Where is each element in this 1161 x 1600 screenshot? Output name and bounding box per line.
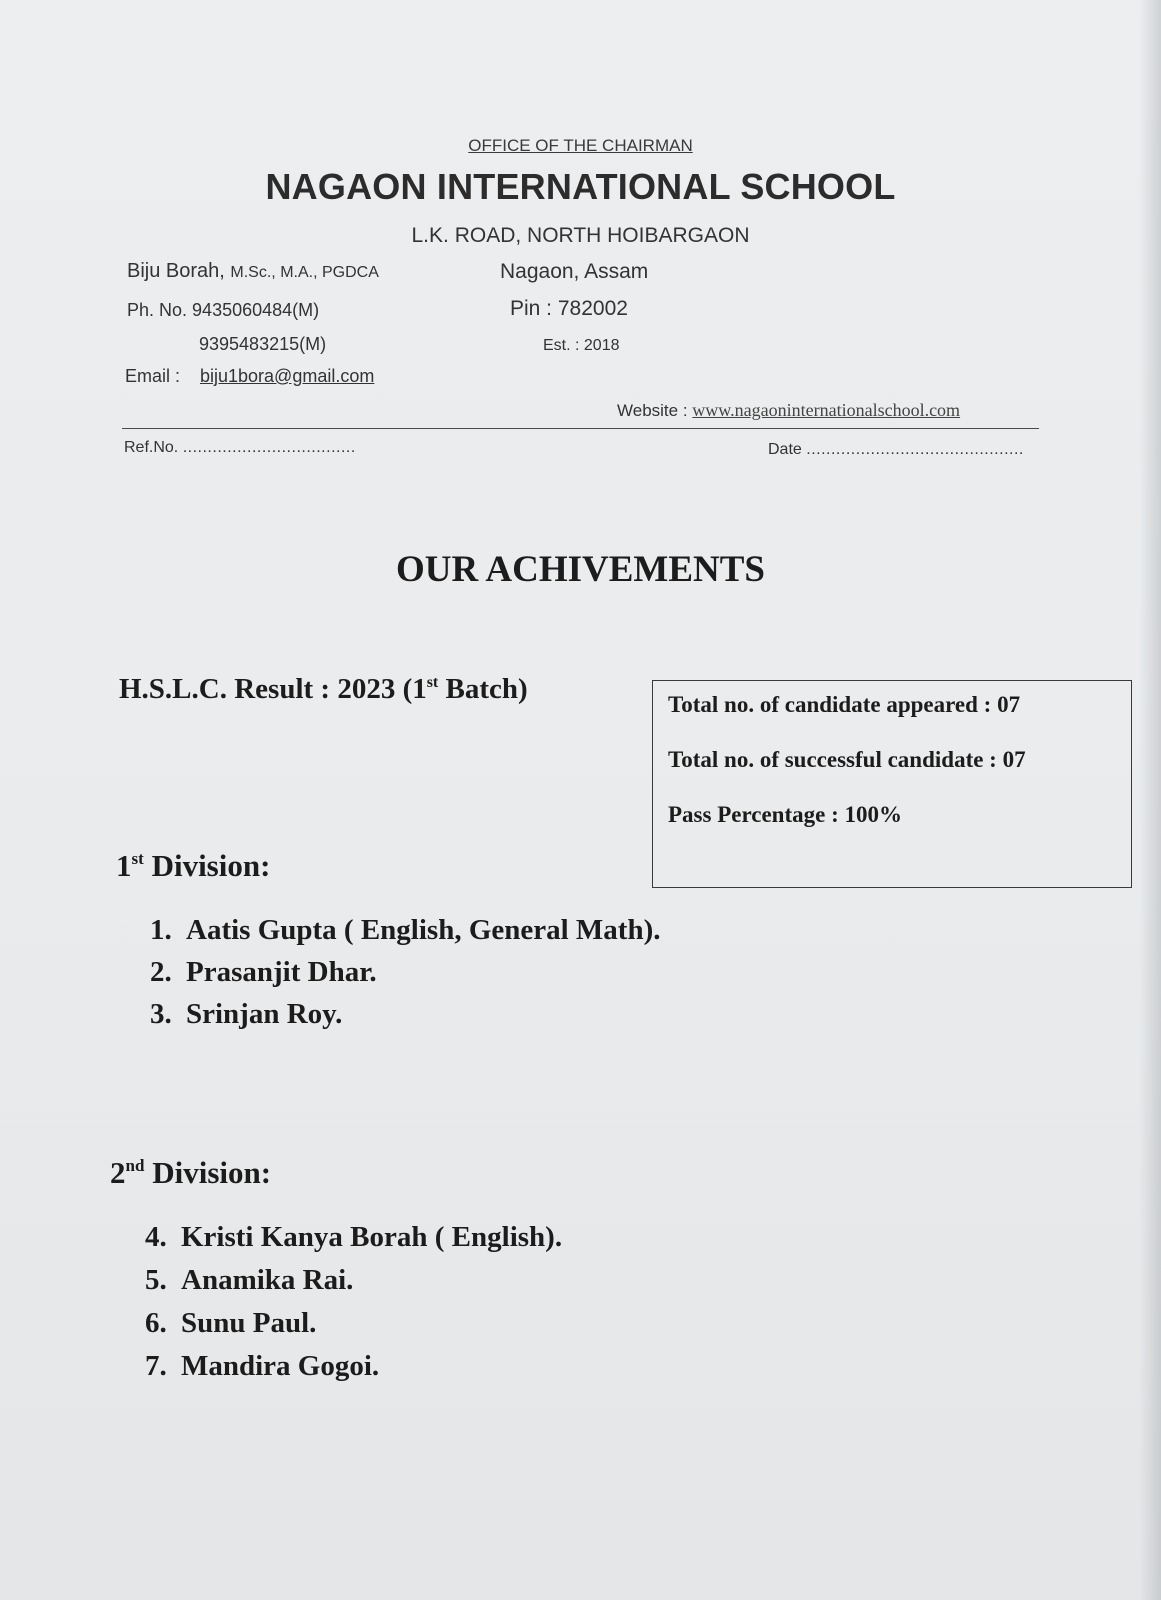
- result-prefix: H.S.L.C. Result : 2023 (1: [119, 673, 427, 705]
- student-name: Srinjan Roy.: [186, 998, 343, 1030]
- date-field: [768, 441, 1024, 459]
- school-name: NAGAON INTERNATIONAL SCHOOL: [265, 166, 896, 207]
- ref-no-label: Ref.No.: [124, 439, 179, 456]
- division-label: Division:: [143, 848, 271, 883]
- pin-code: Pin : 782002: [510, 297, 628, 320]
- division-superscript: nd: [125, 1156, 145, 1176]
- list-item: [150, 998, 342, 1031]
- division-number: 1: [116, 848, 132, 883]
- school-road: L.K. ROAD, NORTH HOIBARGAON: [411, 224, 750, 247]
- division-number: 2: [110, 1155, 126, 1190]
- list-item-number: 6.: [145, 1307, 167, 1339]
- phone-1: 9435060484(M): [192, 300, 320, 320]
- student-name: Sunu Paul.: [181, 1307, 317, 1339]
- city: Nagaon, Assam: [500, 260, 649, 283]
- student-name: Mandira Gogoi.: [181, 1350, 380, 1382]
- list-item-number: 5.: [145, 1264, 167, 1296]
- office-label: OFFICE OF THE CHAIRMAN: [468, 136, 693, 155]
- list-item-number: 3.: [150, 998, 172, 1030]
- email-label: Email :: [125, 366, 181, 386]
- email-link[interactable]: biju1bora@gmail.com: [200, 366, 375, 386]
- division-label: Division:: [144, 1155, 272, 1190]
- website-link[interactable]: www.nagaoninternationalschool.com: [692, 400, 961, 420]
- ref-no-dots: ...................................: [182, 439, 356, 456]
- header-divider: [122, 428, 1039, 429]
- date-label: Date: [768, 441, 802, 458]
- division-superscript: st: [131, 849, 144, 869]
- phone-label: Ph. No.: [127, 300, 188, 320]
- result-suffix: Batch): [438, 673, 528, 705]
- chairman-qualifications: M.Sc., M.A., PGDCA: [230, 264, 379, 281]
- summary-successful: Total no. of successful candidate : 07: [668, 747, 1026, 772]
- established: Est. : 2018: [543, 337, 620, 354]
- list-item-number: 1.: [150, 914, 172, 946]
- list-item: [145, 1264, 353, 1297]
- list-item-number: 2.: [150, 956, 172, 988]
- chairman-line: [127, 260, 379, 283]
- result-superscript: st: [426, 673, 439, 691]
- phone-line: [127, 300, 319, 321]
- date-dots: ............................................: [806, 441, 1024, 458]
- division-heading: [110, 1155, 271, 1191]
- list-item: [145, 1350, 379, 1383]
- website-label: Website :: [617, 401, 688, 420]
- list-item: [145, 1221, 562, 1254]
- list-item-number: 7.: [145, 1350, 167, 1382]
- list-item-number: 4.: [145, 1221, 167, 1253]
- result-heading: [119, 673, 528, 706]
- summary-appeared: Total no. of candidate appeared : 07: [668, 692, 1021, 717]
- website-line: [617, 400, 960, 421]
- list-item: [150, 956, 377, 989]
- student-name: Aatis Gupta ( English, General Math).: [186, 914, 661, 946]
- student-name: Kristi Kanya Borah ( English).: [181, 1221, 563, 1253]
- page-title: OUR ACHIVEMENTS: [395, 549, 766, 590]
- list-item: [145, 1307, 316, 1340]
- ref-no-field: [124, 439, 356, 457]
- phone-2: 9395483215(M): [199, 334, 327, 354]
- chairman-name: Biju Borah,: [127, 260, 225, 282]
- list-item: [150, 914, 661, 947]
- student-name: Anamika Rai.: [181, 1264, 354, 1296]
- summary-pass-percentage: Pass Percentage : 100%: [668, 802, 902, 827]
- division-heading: [116, 848, 270, 884]
- student-name: Prasanjit Dhar.: [186, 956, 377, 988]
